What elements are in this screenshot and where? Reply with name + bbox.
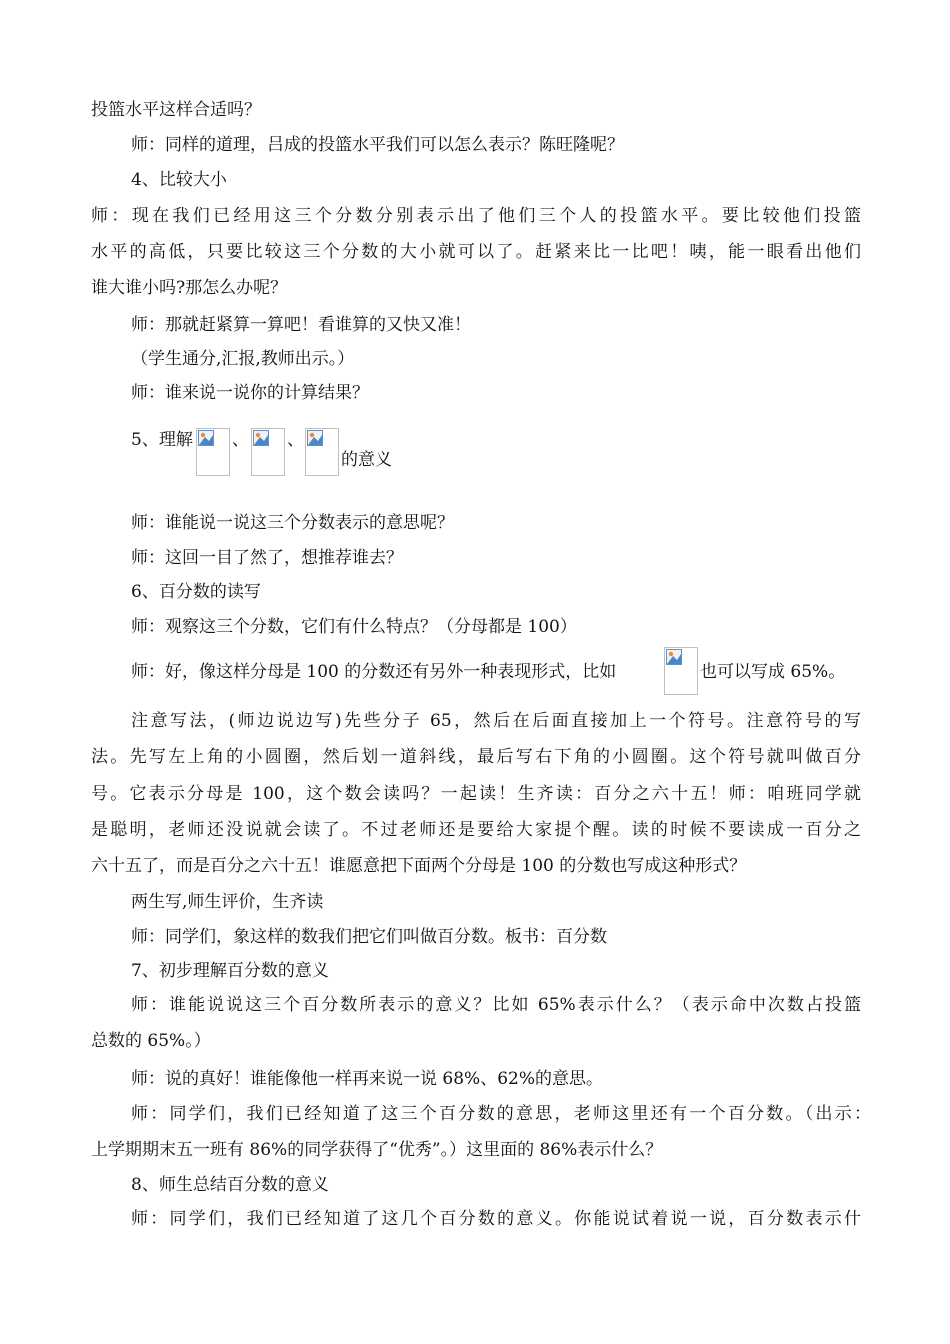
text-line: 师：谁来说一说你的计算结果？ bbox=[131, 383, 369, 403]
fraction-image-icon bbox=[305, 428, 339, 476]
separator: 、 bbox=[287, 430, 304, 450]
text-line: 师：同学们，象这样的数我们把它们叫做百分数。板书：百分数 bbox=[131, 927, 607, 947]
text-line: 的意义 bbox=[341, 450, 392, 470]
text-line: 六十五了，而是百分之六十五！谁愿意把下面两个分母是 100 的分数也写成这种形式？ bbox=[91, 856, 747, 876]
text-line: 也可以写成 65%。 bbox=[700, 662, 846, 682]
text-line: 水平的高低，只要比较这三个分数的大小就可以了。赶紧来比一比吧！咦，能一眼看出他们 bbox=[91, 242, 861, 262]
text-line: 是聪明，老师还没说就会读了。不过老师还是要给大家提个醒。读的时候不要读成一百分之 bbox=[91, 820, 861, 840]
text-line: 师：同样的道理，吕成的投篮水平我们可以怎么表示？陈旺隆呢？ bbox=[131, 135, 624, 155]
text-line: 师：好，像这样分母是 100 的分数还有另外一种表现形式，比如 bbox=[131, 662, 617, 682]
section-heading: 5、理解 bbox=[131, 430, 193, 450]
section-heading: 4、比较大小 bbox=[131, 170, 227, 190]
section-heading: 7、初步理解百分数的意义 bbox=[131, 961, 329, 981]
text-line: 师：同学们，我们已经知道了这三个百分数的意思，老师这里还有一个百分数。（出示： bbox=[131, 1104, 871, 1124]
text-line: 师：这回一目了然了，想推荐谁去？ bbox=[131, 548, 403, 568]
fraction-image-icon bbox=[196, 428, 230, 476]
section-heading: 6、百分数的读写 bbox=[131, 582, 261, 602]
text-line: 注意写法，(师边说边写)先些分子 65，然后在后面直接加上一个符号。注意符号的写 bbox=[131, 711, 861, 731]
text-line: 上学期期末五一班有 86%的同学获得了“优秀”。）这里面的 86%表示什么？ bbox=[91, 1140, 663, 1160]
separator: 、 bbox=[232, 430, 249, 450]
text-line: 师：同学们，我们已经知道了这几个百分数的意义。你能说试着说一说，百分数表示什 bbox=[131, 1209, 861, 1229]
text-line: 两生写,师生评价，生齐读 bbox=[131, 892, 324, 912]
text-line: 投篮水平这样合适吗？ bbox=[91, 100, 261, 120]
text-line: 法。先写左上角的小圆圈，然后划一道斜线，最后写右下角的小圆圈。这个符号就叫做百分 bbox=[91, 747, 861, 767]
text-line: 师：观察这三个分数，它们有什么特点？（分母都是 100） bbox=[131, 617, 577, 637]
text-line: 师：现在我们已经用这三个分数分别表示出了他们三个人的投篮水平。要比较他们投篮 bbox=[91, 206, 861, 226]
section-heading: 8、师生总结百分数的意义 bbox=[131, 1175, 329, 1195]
text-line: 号。它表示分母是 100，这个数会读吗？一起读！生齐读：百分之六十五！师：咱班同学就 bbox=[91, 784, 861, 804]
fraction-image-icon bbox=[664, 647, 698, 695]
text-line: 谁大谁小吗?那怎么办呢？ bbox=[91, 278, 288, 298]
text-line: 师：那就赶紧算一算吧！看谁算的又快又准！ bbox=[131, 315, 471, 335]
text-line: 总数的 65%。） bbox=[91, 1031, 211, 1051]
text-line: 师：谁能说说这三个百分数所表示的意义？比如 65%表示什么？（表示命中次数占投篮 bbox=[131, 995, 861, 1015]
fraction-image-icon bbox=[251, 428, 285, 476]
text-line: （学生通分,汇报,教师出示。） bbox=[131, 349, 355, 369]
text-line: 师：说的真好！谁能像他一样再来说一说 68%、62%的意思。 bbox=[131, 1069, 603, 1089]
text-line: 师：谁能说一说这三个分数表示的意思呢？ bbox=[131, 513, 454, 533]
